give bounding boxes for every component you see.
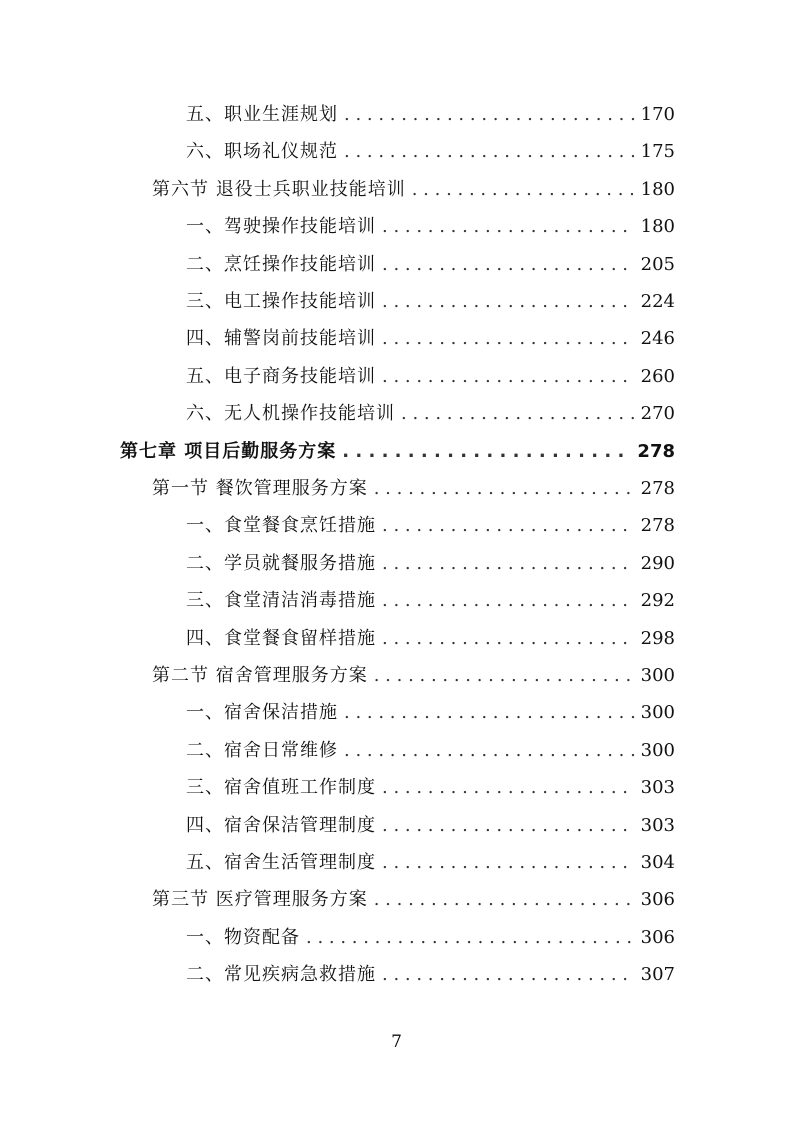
toc-entry-label: 一、宿舍保洁措施: [186, 702, 338, 724]
toc-entry-page: 306: [640, 889, 675, 911]
toc-entry-section[interactable]: [152, 474, 675, 504]
toc-entry-label: 六、无人机操作技能培训: [186, 403, 395, 425]
toc-entry-page: 175: [640, 141, 675, 163]
dot-leader: [382, 212, 635, 242]
dot-leader: [382, 324, 635, 354]
dot-leader: [344, 100, 635, 130]
toc-entry-label: 一、驾驶操作技能培训: [186, 216, 376, 238]
toc-entry-item[interactable]: [186, 324, 675, 354]
toc-entry-page: 260: [640, 365, 675, 387]
toc-entry-section[interactable]: [152, 175, 675, 205]
toc-entry-label: 五、电子商务技能培训: [186, 365, 376, 387]
page-number: 7: [391, 1032, 402, 1052]
dot-leader: [382, 250, 635, 280]
toc-entry-item[interactable]: [186, 923, 675, 953]
toc-entry-item[interactable]: [186, 773, 675, 803]
dot-leader: [382, 960, 635, 990]
dot-leader: [382, 586, 635, 616]
toc-entry-label: 第七章 项目后勤服务方案: [120, 440, 337, 462]
toc-entry-page: 180: [640, 216, 675, 238]
toc-entry-label: 五、宿舍生活管理制度: [186, 852, 376, 873]
toc-entry-label: 二、常见疾病急救措施: [186, 964, 376, 986]
toc-entry-item[interactable]: [186, 736, 675, 766]
toc-entry-label: 四、宿舍保洁管理制度: [186, 814, 376, 836]
dot-leader: [401, 399, 635, 429]
toc-entry-page: 270: [640, 403, 675, 425]
toc-entry-page: 224: [640, 291, 675, 312]
toc-entry-item[interactable]: [186, 960, 675, 990]
toc-entry-item[interactable]: [186, 100, 675, 130]
toc-entry-chapter[interactable]: [120, 437, 675, 467]
toc-entry-page: 307: [640, 964, 675, 986]
toc-entry-page: 278: [640, 478, 675, 499]
toc-entry-page: 278: [637, 440, 675, 462]
toc-entry-page: 300: [640, 702, 675, 724]
toc-entry-label: 第三节 医疗管理服务方案: [152, 889, 368, 911]
toc-entry-item[interactable]: [186, 848, 675, 878]
toc-entry-label: 二、学员就餐服务措施: [186, 552, 376, 574]
toc-entry-item[interactable]: [186, 287, 675, 317]
toc-entry-item[interactable]: [186, 549, 675, 579]
toc-entry-label: 三、宿舍值班工作制度: [186, 777, 376, 799]
toc-entry-label: 第六节 退役士兵职业技能培训: [152, 178, 406, 200]
toc-entry-label: 六、职场礼仪规范: [186, 141, 338, 163]
dot-leader: [374, 474, 635, 504]
toc-entry-label: 三、电工操作技能培训: [186, 291, 376, 312]
toc-entry-page: 298: [640, 627, 675, 649]
dot-leader: [382, 773, 635, 803]
toc-entry-page: 304: [640, 852, 675, 873]
toc-entry-item[interactable]: [186, 137, 675, 167]
dot-leader: [344, 137, 635, 167]
toc-entry-page: 290: [640, 552, 675, 574]
toc-entry-label: 三、食堂清洁消毒措施: [186, 590, 376, 612]
toc-entry-page: 303: [640, 814, 675, 836]
toc-entry-section[interactable]: [152, 885, 675, 915]
toc-entry-page: 278: [640, 515, 675, 537]
toc-entry-page: 180: [640, 178, 675, 200]
toc-entry-label: 四、辅警岗前技能培训: [186, 328, 376, 350]
toc-entry-label: 一、物资配备: [186, 926, 300, 948]
toc-entry-item[interactable]: [186, 698, 675, 728]
toc-entry-item[interactable]: [186, 811, 675, 841]
dot-leader: [382, 362, 635, 392]
dot-leader: [306, 923, 635, 953]
dot-leader: [344, 698, 635, 728]
dot-leader: [412, 175, 635, 205]
toc-entry-label: 二、烹饪操作技能培训: [186, 253, 376, 275]
toc-entry-page: 205: [640, 253, 675, 275]
toc-entry-page: 300: [640, 665, 675, 686]
dot-leader: [382, 811, 635, 841]
toc-entry-item[interactable]: [186, 212, 675, 242]
dot-leader: [382, 287, 635, 317]
toc-entry-page: 303: [640, 777, 675, 799]
toc-entry-item[interactable]: [186, 624, 675, 654]
toc-entry-label: 四、食堂餐食留样措施: [186, 627, 376, 649]
toc-entry-label: 二、宿舍日常维修: [186, 739, 338, 761]
dot-leader: [382, 624, 635, 654]
toc-entry-item[interactable]: [186, 399, 675, 429]
dot-leader: [374, 885, 635, 915]
dot-leader: [344, 736, 635, 766]
toc-entry-page: 246: [640, 328, 675, 350]
toc-entry-page: 306: [640, 926, 675, 948]
toc-entry-page: 300: [640, 739, 675, 761]
toc-entry-label: 第一节 餐饮管理服务方案: [152, 478, 368, 499]
toc-entry-label: 第二节 宿舍管理服务方案: [152, 665, 368, 686]
dot-leader: [374, 661, 635, 691]
toc-entry-page: 170: [640, 104, 675, 125]
toc-entry-page: 292: [640, 590, 675, 612]
dot-leader: [342, 437, 631, 467]
dot-leader: [382, 848, 635, 878]
toc-entry-item[interactable]: [186, 362, 675, 392]
toc-entry-item[interactable]: [186, 250, 675, 280]
toc-entry-section[interactable]: [152, 661, 675, 691]
dot-leader: [382, 549, 635, 579]
toc-entry-label: 一、食堂餐食烹饪措施: [186, 515, 376, 537]
toc-entry-label: 五、职业生涯规划: [186, 104, 338, 125]
toc-entry-item[interactable]: [186, 586, 675, 616]
dot-leader: [382, 511, 635, 541]
toc-entry-item[interactable]: [186, 511, 675, 541]
